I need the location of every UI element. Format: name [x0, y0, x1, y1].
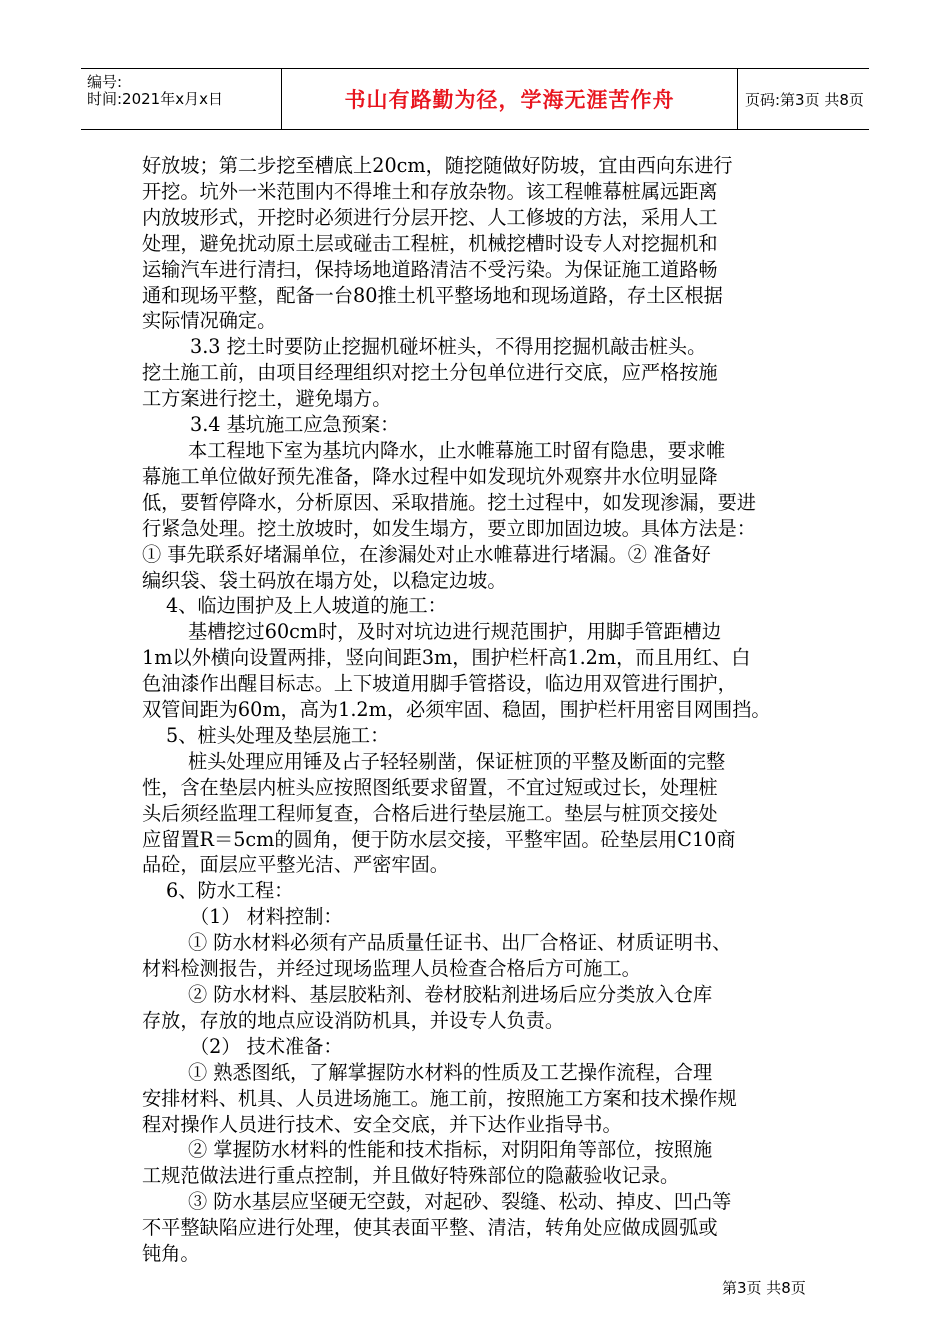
- body-text-line: 工规范做法进行重点控制，并且做好特殊部位的隐蔽验收记录。: [142, 1164, 680, 1188]
- body-text-line: ① 防水材料必须有产品质量任证书、出厂合格证、材质证明书、: [188, 931, 732, 955]
- body-text-line: 1m以外横向设置两排，竖向间距3m，围护栏杆高1.2m，而且用红、白: [142, 646, 751, 670]
- body-text-line: 3.3 挖土时要防止挖掘机碰坏桩头，不得用挖掘机敲击桩头。: [190, 335, 707, 359]
- body-text-line: 3.4 基坑施工应急预案：: [190, 413, 400, 437]
- body-text-line: 本工程地下室为基坑内降水，止水帷幕施工时留有隐患，要求帷: [188, 438, 726, 462]
- body-text-line: ① 熟悉图纸，了解掌握防水材料的性质及工艺操作流程，合理: [188, 1060, 713, 1084]
- body-text-line: 处理，避免扰动原土层或碰击工程桩，机械挖槽时设专人对挖掘机和: [142, 231, 718, 255]
- body-text-line: 双管间距为60m，高为1.2m，必须牢固、稳固，围护栏杆用密目网围挡。: [142, 698, 771, 722]
- body-text-line: 基槽挖过60cm时，及时对坑边进行规范围护，用脚手管距槽边: [188, 620, 722, 644]
- body-text-line: 实际情况确定。: [142, 309, 277, 333]
- body-text-line: 开挖。坑外一米范围内不得堆土和存放杂物。该工程帷幕桩属远距离: [142, 179, 718, 203]
- header-motto: 书山有路勤为径，学海无涯苦作舟: [344, 88, 675, 112]
- body-text-line: ③ 防水基层应坚硬无空鼓，对起砂、裂缝、松动、掉皮、凹凸等: [188, 1190, 732, 1214]
- document-body: [142, 153, 814, 1267]
- body-text-line: 不平整缺陷应进行处理，使其表面平整、清洁，转角处应做成圆弧或: [142, 1216, 718, 1240]
- body-text-line: 挖土施工前，由项目经理组织对挖土分包单位进行交底，应严格按施: [142, 361, 718, 385]
- body-text-line: ② 掌握防水材料的性能和技术指标，对阴阳角等部位，按照施: [188, 1138, 713, 1162]
- page-header: [81, 68, 869, 130]
- body-text-line: 头后须经监理工程师复查，合格后进行垫层施工。垫层与桩顶交接处: [142, 801, 718, 825]
- body-text-line: 内放坡形式，开挖时必须进行分层开挖、人工修坡的方法，采用人工: [142, 205, 718, 229]
- body-text-line: 行紧急处理。挖土放坡时，如发生塌方，要立即加固边坡。具体方法是：: [142, 516, 756, 540]
- body-text-line: （2） 技术准备：: [190, 1034, 343, 1058]
- header-page-number: 页码:第3页 共8页: [745, 90, 864, 109]
- date-label: 时间:2021年x月x日: [87, 90, 223, 108]
- body-text-line: 低，要暂停降水，分析原因、采取措施。挖土过程中，如发现渗漏，要进: [142, 490, 756, 514]
- header-page-cell: [737, 69, 869, 129]
- body-text-line: 编织袋、袋土码放在塌方处，以稳定边坡。: [142, 568, 507, 592]
- body-text-line: 工方案进行挖土，避免塌方。: [142, 387, 392, 411]
- body-text-line: 好放坡；第二步挖至槽底上20cm，随挖随做好防坡，宜由西向东进行: [142, 154, 733, 177]
- serial-label: 编号:: [87, 73, 123, 91]
- body-text-line: 存放，存放的地点应设消防机具，并设专人负责。: [142, 1008, 565, 1032]
- header-meta: [81, 69, 281, 129]
- body-text-line: 运输汽车进行清扫，保持场地道路清洁不受污染。为保证施工道路畅: [142, 257, 718, 281]
- page-footer: 第3页 共8页: [722, 1279, 806, 1297]
- body-text-line: 5、桩头处理及垫层施工：: [166, 723, 390, 747]
- body-text-line: 幕施工单位做好预先准备，降水过程中如发现坑外观察井水位明显降: [142, 464, 718, 488]
- body-text-line: ② 防水材料、基层胶粘剂、卷材胶粘剂进场后应分类放入仓库: [188, 983, 713, 1006]
- body-text-line: 程对操作人员进行技术、安全交底，并下达作业指导书。: [142, 1112, 622, 1136]
- body-text-line: 品砼，面层应平整光洁、严密牢固。: [142, 853, 449, 877]
- body-text-line: 桩头处理应用锤及占子轻轻剔凿，保证桩顶的平整及断面的完整: [188, 749, 726, 773]
- body-text-line: 通和现场平整，配备一台80推土机平整场地和现场道路，存土区根据: [142, 283, 723, 307]
- body-text-line: （1） 材料控制：: [190, 905, 343, 929]
- body-text-line: 6、防水工程：: [166, 879, 294, 903]
- body-text-line: 性，含在垫层内桩头应按照图纸要求留置，不宜过短或过长，处理桩: [142, 775, 718, 799]
- body-text-line: 4、临边围护及上人坡道的施工：: [166, 594, 447, 618]
- body-text-line: 应留置R＝5cm的圆角，便于防水层交接，平整牢固。砼垫层用C10商: [142, 827, 736, 851]
- body-text-line: ① 事先联系好堵漏单位，在渗漏处对止水帷幕进行堵漏。② 准备好: [142, 542, 711, 566]
- header-motto-cell: [281, 69, 738, 129]
- body-text-line: 钝角。: [142, 1242, 200, 1266]
- body-text-line: 安排材料、机具、人员进场施工。施工前，按照施工方案和技术操作规: [142, 1086, 737, 1110]
- body-text-line: 色油漆作出醒目标志。上下坡道用脚手管搭设，临边用双管进行围护，: [142, 672, 737, 696]
- body-text-line: 材料检测报告，并经过现场监理人员检查合格后方可施工。: [142, 957, 641, 981]
